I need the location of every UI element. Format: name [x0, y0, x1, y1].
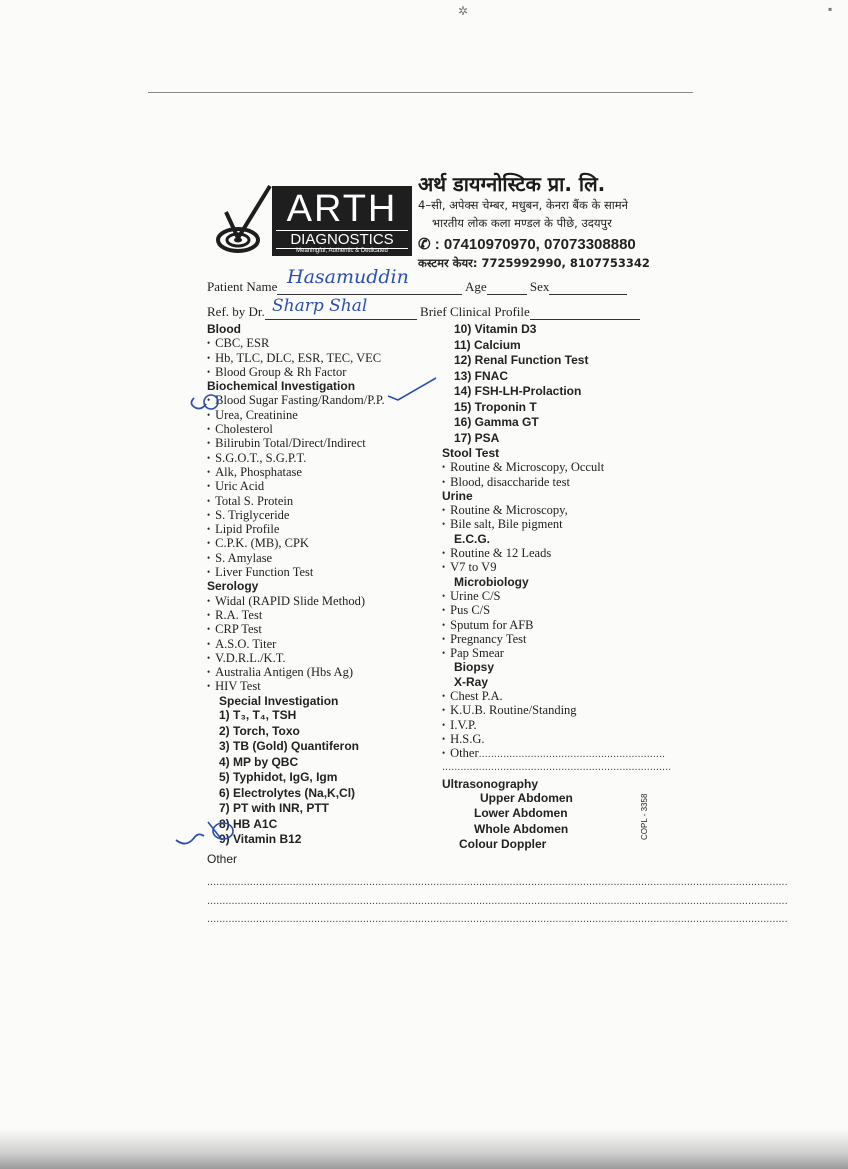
- other-label-right: Other: [450, 746, 479, 761]
- test-item[interactable]: • V.D.R.L./K.T.: [207, 651, 437, 665]
- test-item[interactable]: • S. Amylase: [207, 551, 437, 565]
- logo-box: [272, 186, 412, 256]
- test-item[interactable]: • Uric Acid: [207, 479, 437, 493]
- numbered-item[interactable]: 13) FNAC: [454, 368, 509, 383]
- test-item[interactable]: • H.S.G.: [442, 732, 662, 746]
- logo-tagline: Meaningful, Authentic & Dedicated: [296, 248, 388, 254]
- test-item[interactable]: • HIV Test: [207, 679, 437, 693]
- usg-item[interactable]: Colour Doppler: [459, 837, 547, 852]
- section-blood: Blood: [207, 322, 241, 336]
- section-special: Special Investigation: [219, 693, 339, 708]
- test-item[interactable]: • Lipid Profile: [207, 522, 437, 536]
- handwritten-tick-hba1c-icon: [172, 818, 252, 852]
- arth-logo: [212, 182, 412, 260]
- test-item[interactable]: • Cholesterol: [207, 422, 437, 436]
- ref-doctor-handwritten: Sharp Shal: [272, 296, 368, 316]
- test-item[interactable]: • Routine & Microscopy,: [442, 503, 662, 517]
- other-dotted-line: ..............................................................................................................................................................................................: [207, 876, 788, 888]
- test-item[interactable]: • I.V.P.: [442, 718, 662, 732]
- section-microbiology: Microbiology: [454, 574, 529, 589]
- other-row-right: [442, 746, 666, 761]
- test-item[interactable]: • Pus C/S: [442, 603, 662, 617]
- special-item[interactable]: 1) T₃, T₄, TSH: [219, 708, 297, 723]
- test-item[interactable]: • Blood, disaccharide test: [442, 475, 662, 489]
- test-item[interactable]: • Blood Group & Rh Factor: [207, 365, 437, 379]
- clinical-profile-label: Brief Clinical Profile: [420, 304, 530, 319]
- numbered-item[interactable]: 10) Vitamin D3: [454, 322, 537, 336]
- test-item[interactable]: • Bile salt, Bile pigment: [442, 517, 662, 531]
- special-item[interactable]: 9) Vitamin B12: [219, 832, 302, 847]
- patient-name-label: Patient Name: [207, 279, 278, 294]
- address-line-2: भारतीय लोक कला मण्डल के पीछे, उदयपुर: [432, 216, 612, 230]
- logo-sub-text: DIAGNOSTICS: [276, 230, 408, 249]
- test-item[interactable]: • Widal (RAPID Slide Method): [207, 594, 437, 608]
- section-ecg: E.C.G.: [454, 531, 491, 546]
- test-item[interactable]: • A.S.O. Titer: [207, 637, 437, 651]
- test-item[interactable]: • Urine C/S: [442, 589, 662, 603]
- address-line-1: 4–सी, अपेक्स चेम्बर, मधुबन, केनरा बैंक के सामने: [418, 198, 629, 212]
- test-item[interactable]: • CBC, ESR: [207, 336, 437, 350]
- usg-item[interactable]: Lower Abdomen: [474, 806, 568, 821]
- section-ultrasonography: Ultrasonography: [442, 776, 539, 791]
- test-item[interactable]: • Routine & 12 Leads: [442, 546, 662, 560]
- patient-name-handwritten: Hasamuddin: [287, 266, 409, 288]
- test-item[interactable]: • S.G.O.T., S.G.P.T.: [207, 451, 437, 465]
- test-item[interactable]: • Chest P.A.: [442, 689, 662, 703]
- clinical-profile-line: [530, 307, 640, 320]
- ref-label: Ref. by Dr.: [207, 304, 265, 319]
- section-biopsy[interactable]: Biopsy: [454, 660, 495, 675]
- test-item[interactable]: • S. Triglyceride: [207, 508, 437, 522]
- test-item[interactable]: • Australia Antigen (Hbs Ag): [207, 665, 437, 679]
- test-item[interactable]: • CRP Test: [207, 622, 437, 636]
- numbered-item[interactable]: 16) Gamma GT: [454, 415, 539, 429]
- section-serology: Serology: [207, 579, 259, 594]
- print-code: COPL - 3358: [640, 793, 649, 840]
- special-item[interactable]: 6) Electrolytes (Na,K,Cl): [219, 785, 356, 800]
- customer-care: कस्टमर केयर: 7725992990, 8107753342: [418, 256, 650, 270]
- test-item[interactable]: • Urea, Creatinine: [207, 408, 437, 422]
- logo-main-text: ARTH: [286, 188, 398, 230]
- sex-label: Sex: [529, 279, 550, 294]
- other-label-left: Other: [207, 851, 238, 866]
- target-tick-icon: [212, 182, 276, 260]
- other-dotted-line: ..............................................................................................................................................................................................: [207, 895, 788, 907]
- sex-line: [549, 282, 627, 295]
- other-dots: .............................................................: [478, 748, 666, 761]
- scan-shadow: [0, 1129, 848, 1169]
- numbered-item[interactable]: 17) PSA: [454, 430, 500, 445]
- age-line: [487, 282, 527, 295]
- numbered-item[interactable]: 15) Troponin T: [454, 399, 537, 414]
- test-item[interactable]: • Liver Function Test: [207, 565, 437, 579]
- test-item[interactable]: • K.U.B. Routine/Standing: [442, 703, 662, 717]
- special-item-hba1c[interactable]: 8) HB A1C: [219, 816, 278, 831]
- numbered-item[interactable]: 11) Calcium: [454, 337, 521, 352]
- other-dotted-line: ...........................................................................: [442, 760, 672, 773]
- age-label: Age: [464, 279, 487, 294]
- other-dotted-line: ..............................................................................................................................................................................................: [207, 913, 788, 925]
- section-biochemical: Biochemical Investigation: [207, 379, 356, 394]
- special-item[interactable]: 2) Torch, Toxo: [219, 723, 300, 738]
- test-item[interactable]: • Bilirubin Total/Direct/Indirect: [207, 436, 437, 450]
- test-item[interactable]: • Pregnancy Test: [442, 632, 662, 646]
- special-item[interactable]: 5) Typhidot, IgG, Igm: [219, 770, 338, 785]
- section-urine: Urine: [442, 488, 473, 503]
- section-xray: X-Ray: [454, 674, 489, 689]
- numbered-item[interactable]: 14) FSH-LH-Prolaction: [454, 384, 582, 398]
- special-item[interactable]: 4) MP by QBC: [219, 754, 299, 769]
- test-item[interactable]: • Total S. Protein: [207, 494, 437, 508]
- scan-speck: ▪: [828, 2, 833, 16]
- numbered-item[interactable]: 12) Renal Function Test: [454, 353, 589, 367]
- right-test-list: [442, 322, 672, 853]
- phone-numbers: ✆ : 07410970970, 07073308880: [418, 236, 636, 253]
- special-item[interactable]: 7) PT with INR, PTT: [219, 801, 329, 816]
- handwritten-tick-blood-sugar-icon: [186, 368, 456, 418]
- special-item[interactable]: 3) TB (Gold) Quantiferon: [219, 739, 359, 754]
- test-item[interactable]: • C.P.K. (MB), CPK: [207, 536, 437, 550]
- test-item[interactable]: • Routine & Microscopy, Occult: [442, 460, 662, 474]
- scan-speck: ✲: [458, 4, 469, 18]
- test-item-blood-sugar[interactable]: • Blood Sugar Fasting/Random/P.P.: [207, 393, 437, 407]
- usg-item[interactable]: Upper Abdomen: [480, 790, 573, 805]
- test-item[interactable]: • Alk, Phosphatase: [207, 465, 437, 479]
- test-item[interactable]: • Hb, TLC, DLC, ESR, TEC, VEC: [207, 351, 437, 365]
- test-item[interactable]: • Pap Smear: [442, 646, 662, 660]
- test-item[interactable]: • V7 to V9: [442, 560, 662, 574]
- section-stool: Stool Test: [442, 446, 500, 460]
- patient-name-row: [207, 279, 627, 295]
- test-item[interactable]: • R.A. Test: [207, 608, 437, 622]
- usg-item[interactable]: Whole Abdomen: [474, 821, 569, 836]
- scan-edge-line: [148, 92, 693, 93]
- lab-hindi-name: अर्थ डायग्नोस्टिक प्रा. लि.: [418, 172, 606, 196]
- test-item[interactable]: • Sputum for AFB: [442, 618, 662, 632]
